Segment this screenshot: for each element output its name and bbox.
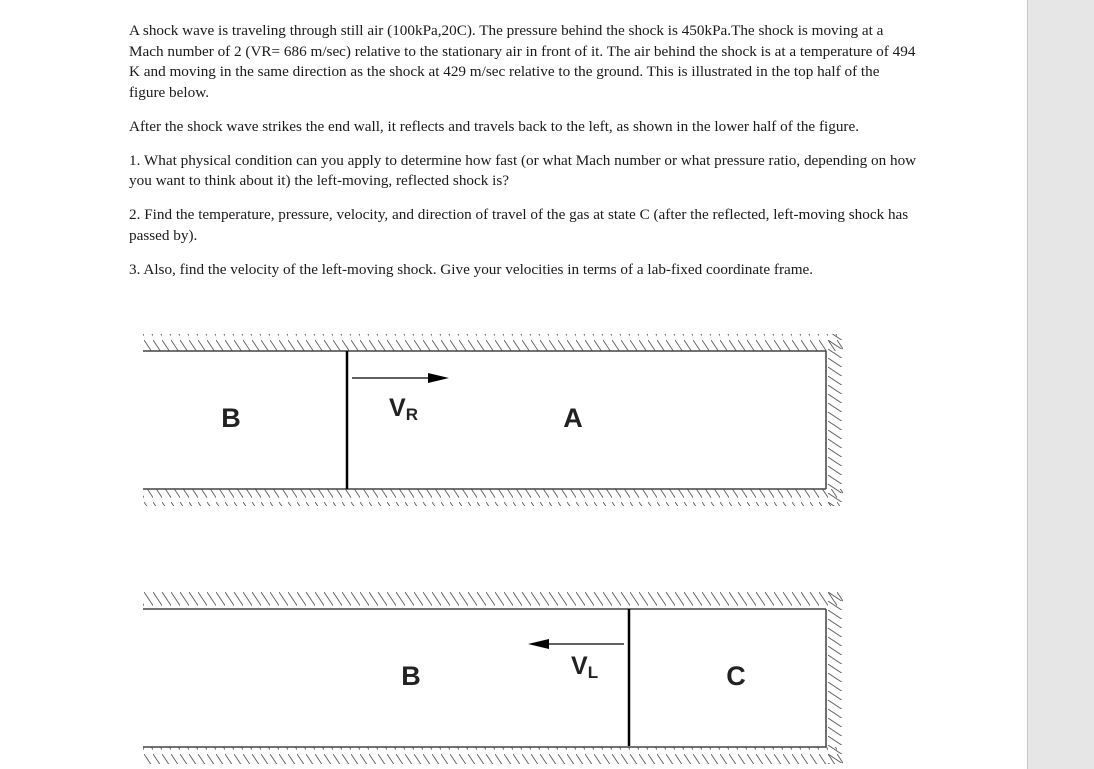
region-label-a: A <box>563 403 583 433</box>
shock-velocity-label-vl: VL <box>571 652 599 682</box>
top-tube <box>143 334 844 506</box>
bottom-tube <box>143 592 844 764</box>
bottom-tube-lower-wall-hatch <box>143 747 843 764</box>
question-1: 1. What physical condition can you apply to determine how fast (or what Mach number or what pressure ratio, depending on how you want to think about it) the left-moving, reflected shock is? <box>129 151 917 189</box>
problem-text <box>129 21 919 294</box>
question-2: 2. Find the temperature, pressure, velocity, and direction of travel of the gas at state C (after the reflected, left-moving shock has passed by). <box>129 206 909 244</box>
region-label-c: C <box>726 661 746 691</box>
top-tube-end-wall-hatch <box>827 334 844 506</box>
shock-tube-figure <box>0 322 1028 769</box>
left-arrow-icon <box>528 639 624 649</box>
shock-velocity-label-vr: VR <box>389 394 418 424</box>
bottom-tube-upper-wall-hatch <box>143 592 843 609</box>
right-arrow-icon <box>352 373 449 383</box>
region-label-b-bottom: B <box>401 661 421 691</box>
top-tube-upper-wall-hatch <box>143 334 843 351</box>
bottom-tube-end-wall-hatch <box>827 592 844 764</box>
question-3: 3. Also, find the velocity of the left-moving shock. Give your velocities in terms of a lab-fixed coordinate frame. <box>129 260 814 278</box>
top-tube-lower-wall-hatch <box>143 489 843 506</box>
reflection-paragraph: After the shock wave strikes the end wall, it reflects and travels back to the left, as shown in the lower half of the figure. <box>129 117 860 135</box>
intro-paragraph: A shock wave is traveling through still air (100kPa,20C). The pressure behind the shock is 450kPa.The shock is moving at a Mach number of 2 (VR= 686 m/sec) relative to the stationary air in front of it. The air behind the shock is at a temperature of 494 K and moving in the same direction as the shock at 429 m/sec relative to the ground. This is illustrated in the top half of the figure below. <box>129 22 916 101</box>
region-label-b-top: B <box>221 403 241 433</box>
